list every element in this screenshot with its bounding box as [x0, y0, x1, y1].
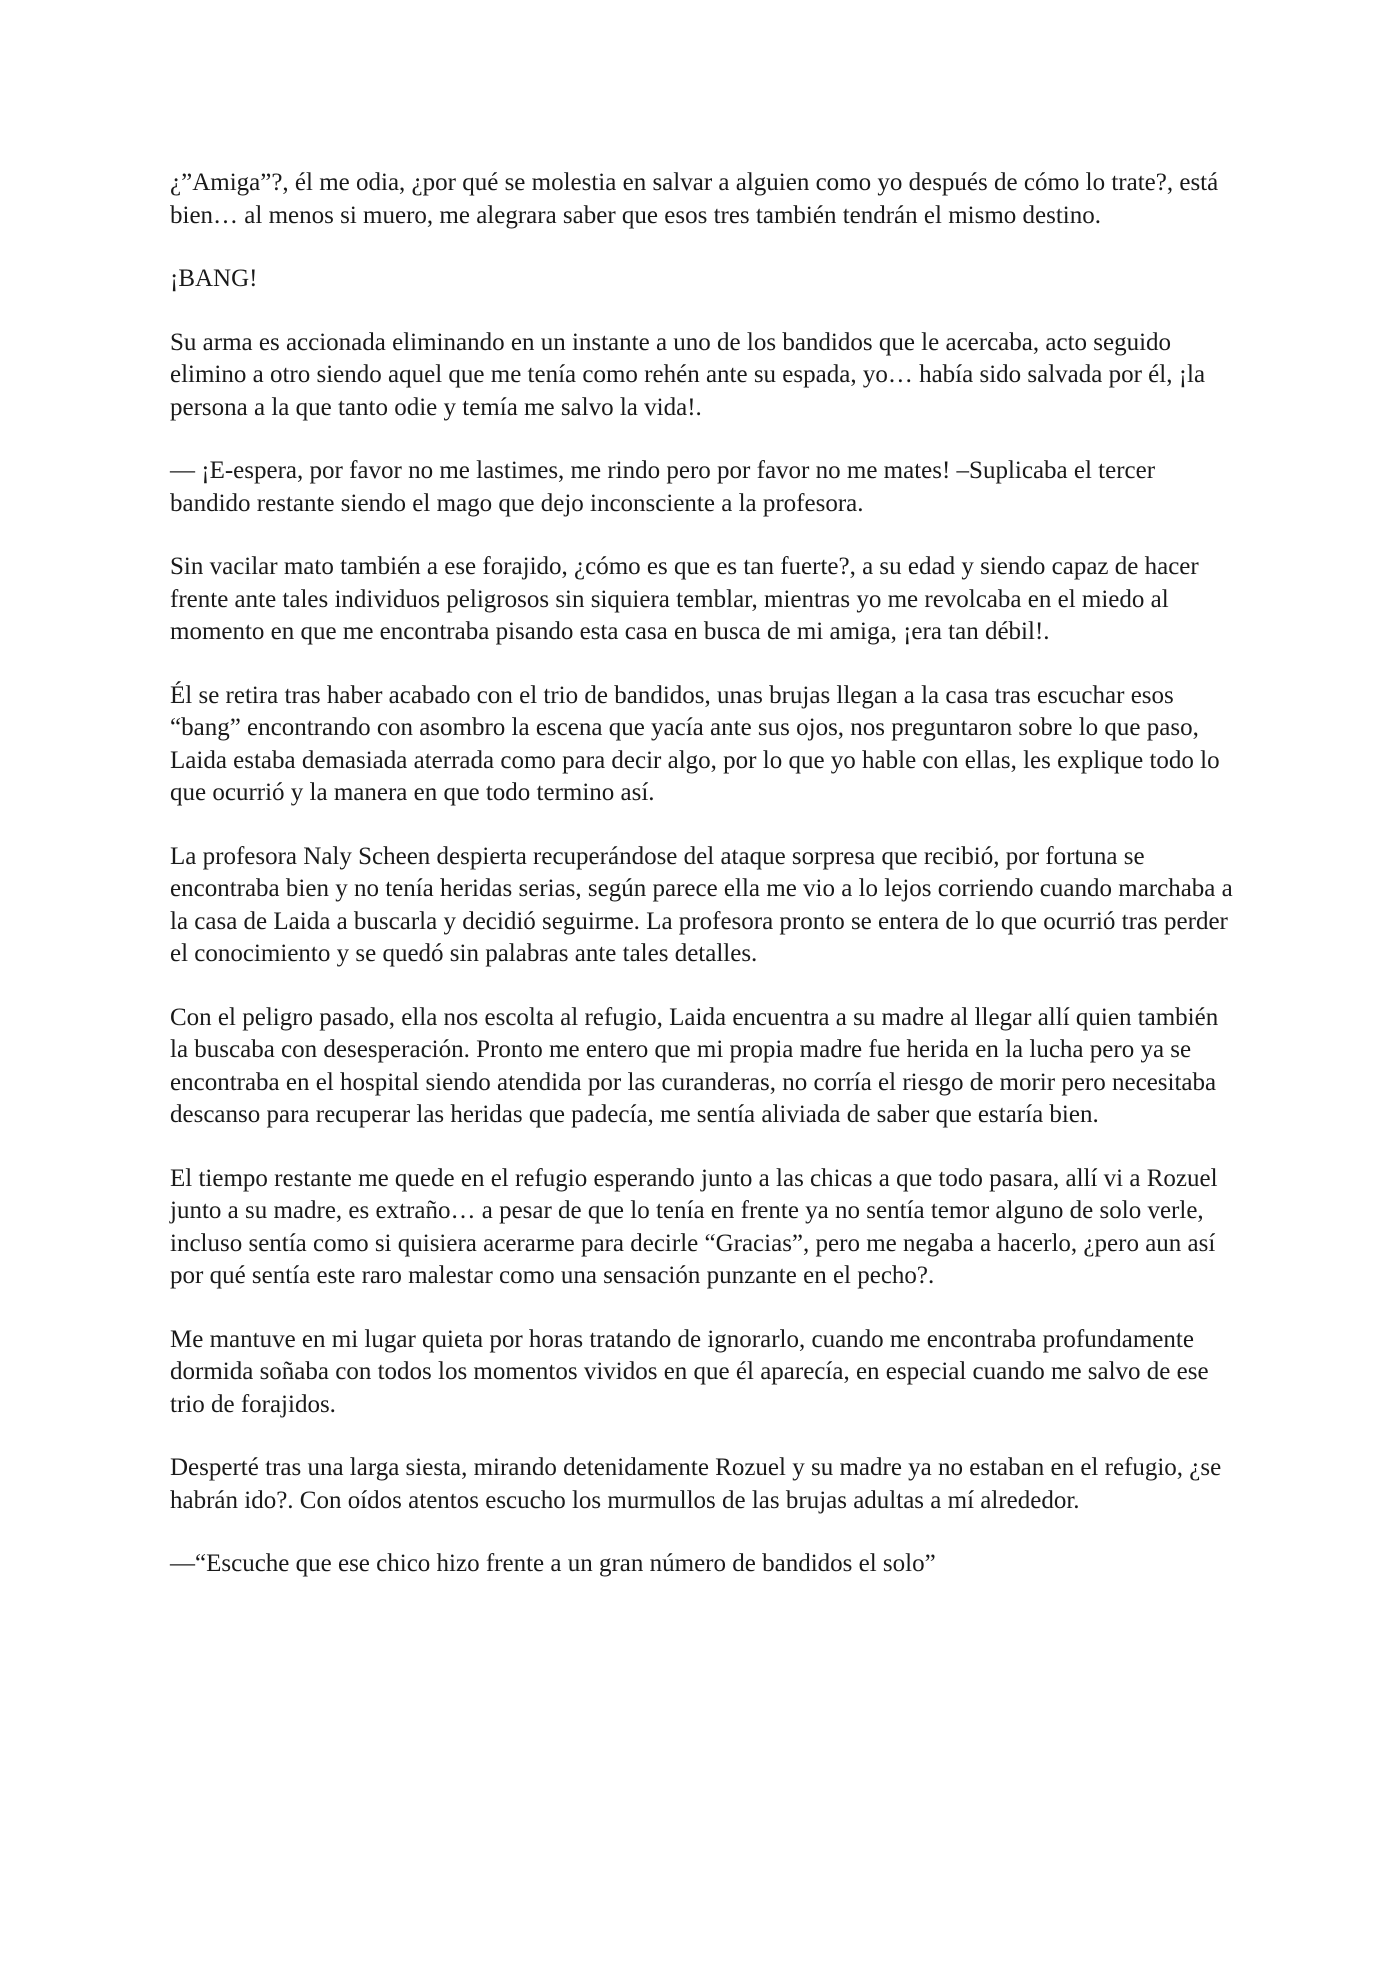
paragraph: Su arma es accionada eliminando en un instante a uno de los bandidos que le acercaba, acto seguido elimino a otro siendo aquel que me tenía como rehén ante su espada, yo… había sido salvada por él, ¡la persona a la que tanto odie y temía me salvo la vida!. [170, 328, 1206, 421]
text-body [170, 167, 1238, 1612]
paragraph: Me mantuve en mi lugar quieta por horas tratando de ignorarlo, cuando me encontraba profundamente dormida soñaba con todos los momentos vividos en que él aparecía, en especial cuando me salvo de ese trio de forajidos. [170, 1325, 1209, 1418]
paragraph: ¿”Amiga”?, él me odia, ¿por qué se molestia en salvar a alguien como yo después de cómo lo trate?, está bien… al menos si muero, me alegrara saber que esos tres también tendrán el mismo destino. [170, 169, 1219, 229]
paragraph: Sin vacilar mato también a ese forajido, ¿cómo es que es tan fuerte?, a su edad y siendo capaz de hacer frente ante tales individuos peligrosos sin siquiera temblar, mientras yo me revolcaba en el miedo al momento en que me encontraba pisando esta casa en busca de mi amiga, ¡era tan débil!. [170, 553, 1199, 645]
paragraph: El tiempo restante me quede en el refugio esperando junto a las chicas a que todo pasara, allí vi a Rozuel junto a su madre, es extraño… a pesar de que lo tenía en frente ya no sentía temor alguno de solo verle, incluso sentía como si quisiera acerarme para decirle “Gracias”, pero me negaba a hacerlo, ¿pero aun así por qué sentía este raro malestar como una sensación punzante en el pecho?. [170, 1164, 1218, 1289]
paragraph: Desperté tras una larga siesta, mirando detenidamente Rozuel y su madre ya no estaban en el refugio, ¿se habrán ido?. Con oídos atentos escucho los murmullos de las brujas adultas a mí alrededor. [170, 1454, 1222, 1514]
paragraph: Con el peligro pasado, ella nos escolta al refugio, Laida encuentra a su madre al llegar allí quien también la buscaba con desesperación. Pronto me entero que mi propia madre fue herida en la lucha pero ya se encontraba en el hospital siendo atendida por las curanderas, no corría el riesgo de morir pero necesitaba descanso para recuperar las heridas que padecía, me sentía aliviada de saber que estaría bien. [170, 1003, 1219, 1128]
paragraph: Él se retira tras haber acabado con el trio de bandidos, unas brujas llegan a la casa tras escuchar esos “bang” encontrando con asombro la escena que yacía ante sus ojos, nos preguntaron sobre lo que paso, Laida estaba demasiada aterrada como para decir algo, por lo que yo hable con ellas, les explique todo lo que ocurrió y la manera en que todo termino así. [170, 681, 1220, 806]
paragraph: — ¡E-espera, por favor no me lastimes, me rindo pero por favor no me mates! –Suplicaba el tercer bandido restante siendo el mago que dejo inconsciente a la profesora. [170, 457, 1156, 517]
paragraph: —“Escuche que ese chico hizo frente a un gran número de bandidos el solo” [170, 1550, 936, 1577]
paragraph: ¡BANG! [170, 265, 258, 292]
paragraph: La profesora Naly Scheen despierta recuperándose del ataque sorpresa que recibió, por fortuna se encontraba bien y no tenía heridas serias, según parece ella me vio a lo lejos corriendo cuando marchaba a la casa de Laida a buscarla y decidió seguirme. La profesora pronto se entera de lo que ocurrió tras perder el conocimiento y se quedó sin palabras ante tales detalles. [170, 842, 1233, 967]
